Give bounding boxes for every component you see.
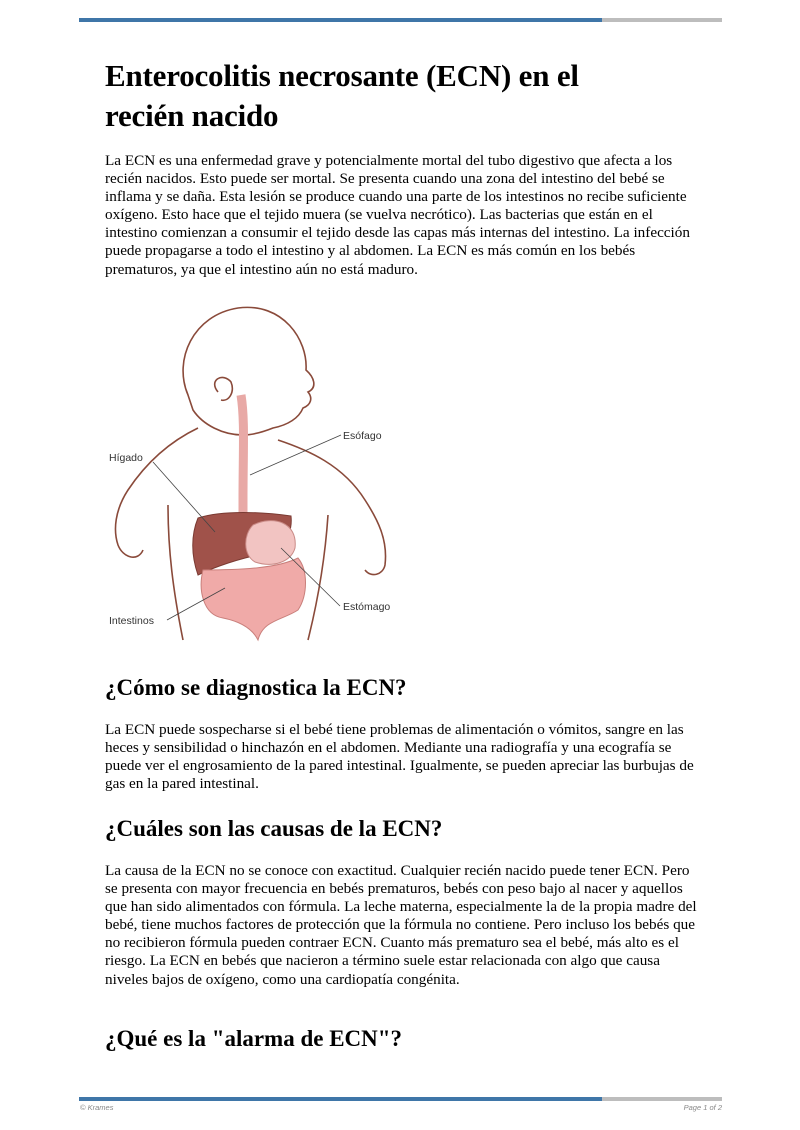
esophagus-leader (250, 435, 341, 475)
liver-leader (153, 462, 215, 532)
stomach-shape (246, 521, 296, 565)
header-rule-gray (602, 18, 722, 22)
label-esophagus: Esófago (343, 430, 382, 442)
section-heading-alarm: ¿Qué es la "alarma de ECN"? (105, 1026, 403, 1051)
left-torso-outline (168, 505, 183, 640)
left-arm-outline (115, 428, 198, 557)
baby-digestive-system-figure (103, 300, 403, 645)
section-body-causes: La causa de la ECN no se conoce con exactitud. Cualquier recién nacido puede tener ECN. Pero se presenta con mayor frecuencia en bebés prematuros, bebés con peso bajo al nacer y aquellos que han sido alimentados con fórmula. La leche materna, especialmente la de la propia madre del bebé, tiene muchos factores de protección que la fórmula no contiene. Pero incluso los bebés que no recibieron fórmula pueden contraer ECN. Cuanto más prematuro sea el bebé, más alto es el riesgo. La ECN en bebés que nacieron a término suele estar relacionada con algo que causa niveles bajos de oxígeno, como una cardiopatía congénita. (105, 862, 697, 988)
anatomy-illustration (103, 300, 403, 645)
intro-paragraph: La ECN es una enfermedad grave y potencialmente mortal del tubo digestivo que afecta a los recién nacidos. Esto puede ser mortal. Se presenta cuando una zona del intestino del bebé se inflama y se daña. Esta lesión se produce cuando una parte de los intestinos no recibe suficiente oxígeno. Esto hace que el tejido muera (se vuelva necrótico). Las bacterias que están en el intestino comienzan a consumir el tejido desde las capas más internas del intestino. La infección puede propagarse a todo el intestino y al abdomen. La ECN es más común en los bebés prematuros, ya que el intestino aún no está maduro. (105, 152, 690, 278)
section-heading-causes: ¿Cuáles son las causas de la ECN? (105, 816, 443, 841)
footer-rule-blue (79, 1097, 602, 1101)
section-heading-diagnosis: ¿Cómo se diagnostica la ECN? (105, 675, 407, 700)
header-rule-blue (79, 18, 602, 22)
label-intestines: Intestinos (109, 615, 154, 627)
section-body-diagnosis: La ECN puede sospecharse si el bebé tiene problemas de alimentación o vómitos, sangre en las heces y sensibilidad o hinchazón en el abdomen. Mediante una radiografía y una ecografía se puede ver el engrosamiento de la pared intestinal. Igualmente, se pueden apreciar las burbujas de gas en la pared intestinal. (105, 721, 694, 793)
footer-copyright: © Krames (80, 1103, 114, 1112)
footer-rule-gray (602, 1097, 722, 1101)
header-rule (79, 18, 722, 22)
ear-outline (215, 377, 233, 400)
page-title: Enterocolitis necrosante (ECN) en el recién nacido (105, 58, 579, 133)
label-liver: Hígado (109, 452, 143, 464)
right-arm-outline (278, 440, 386, 575)
esophagus-shape (241, 395, 244, 518)
footer-page-number: Page 1 of 2 (683, 1103, 722, 1112)
label-stomach: Estómago (343, 601, 391, 613)
head-outline (183, 307, 314, 435)
intestines-shape (201, 558, 305, 640)
footer-rule (79, 1097, 722, 1101)
